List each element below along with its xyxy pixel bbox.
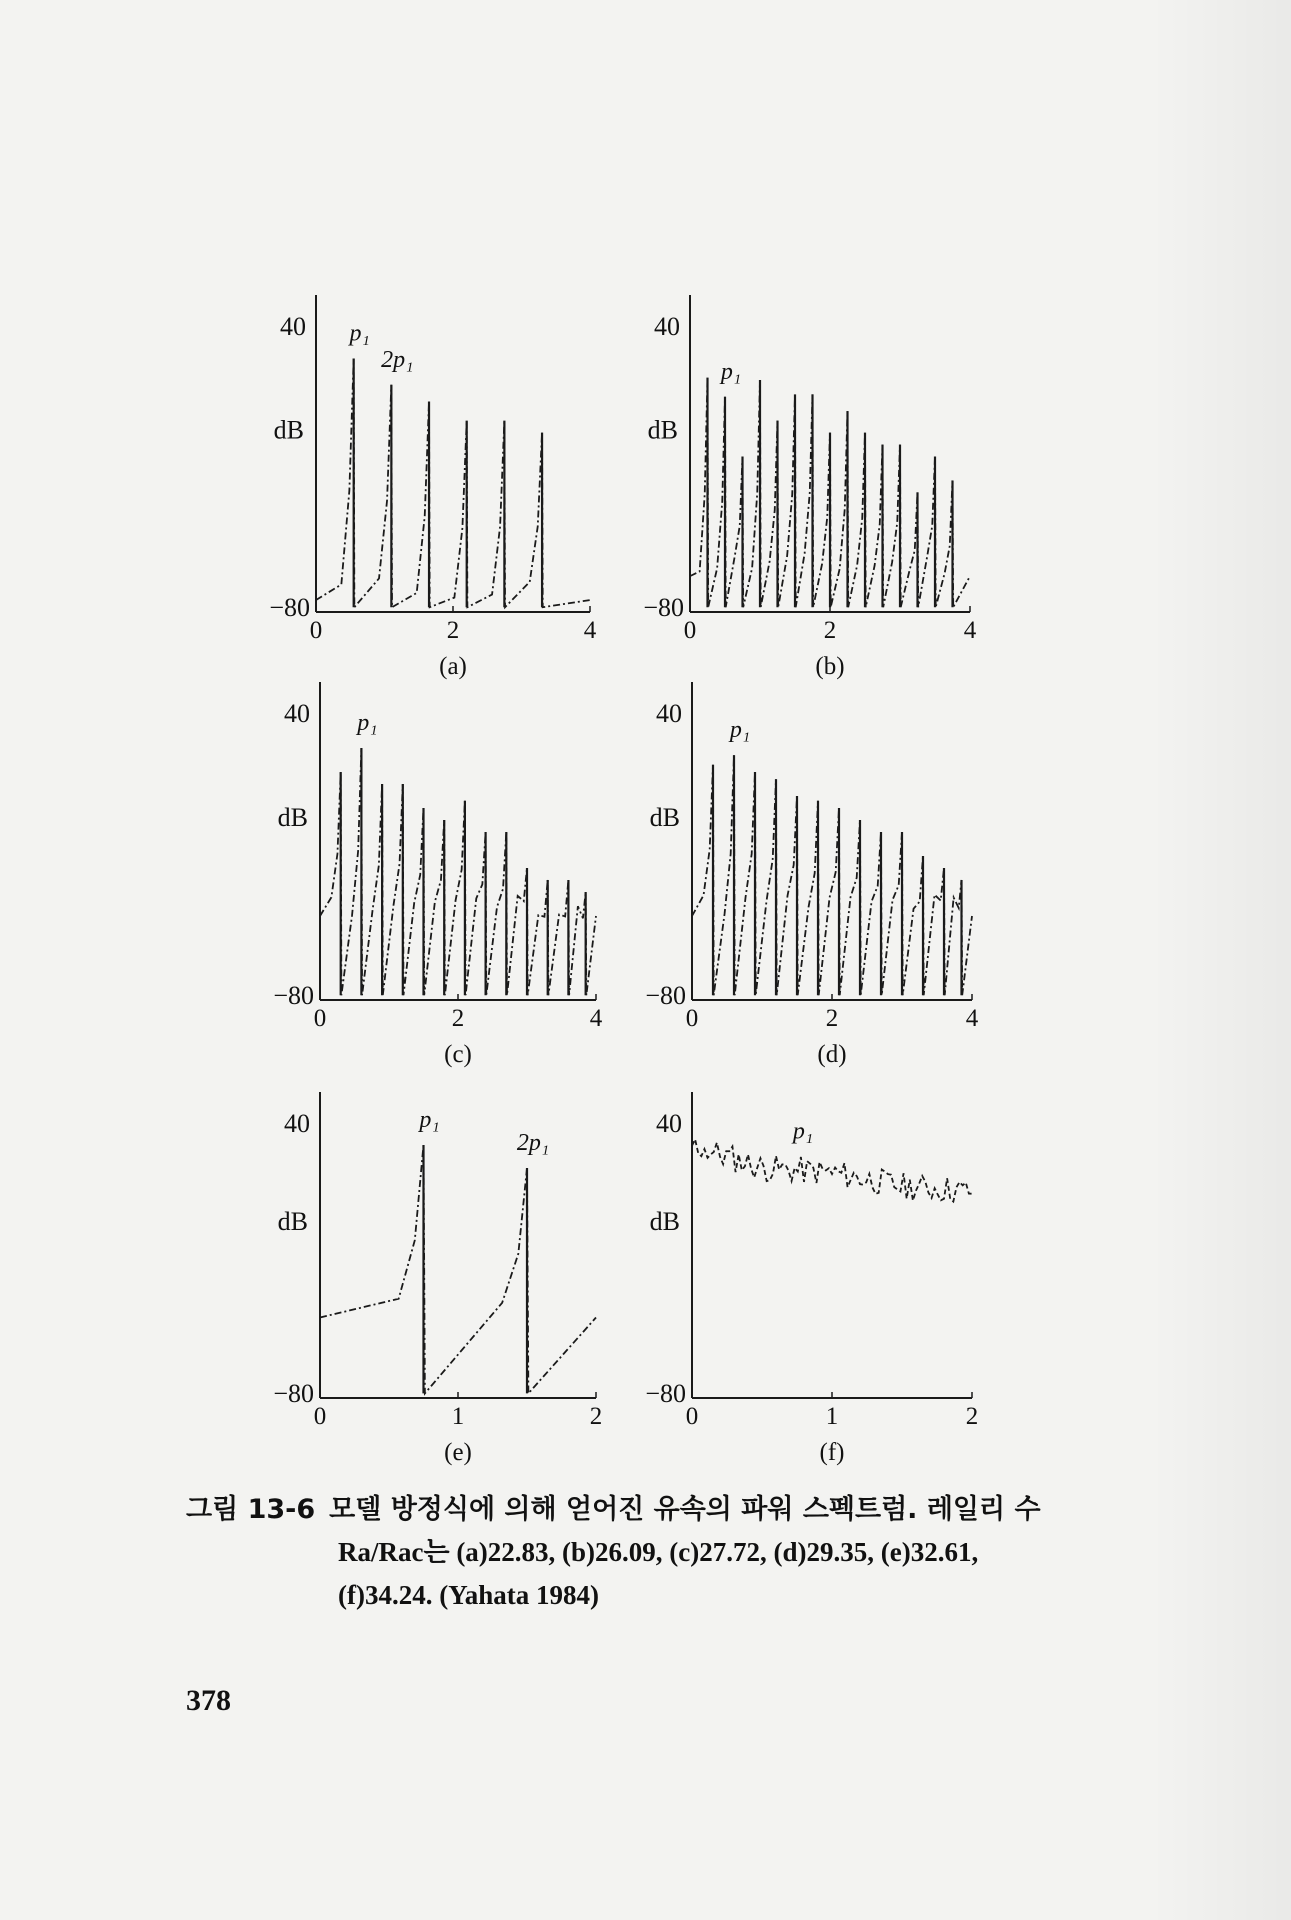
x-tick-label: 0: [685, 1403, 699, 1430]
figure-caption: [186, 1488, 1166, 1617]
caption-line-1: 모델 방정식에 의해 얻어진 유속의 파워 스펙트럼. 레일리 수: [329, 1494, 1041, 1525]
spectrum-panel-a: [269, 295, 596, 680]
peak-annotation: p₁: [729, 717, 751, 744]
spectrum-panel-d: [645, 682, 978, 1068]
y-unit-label: dB: [649, 1207, 680, 1236]
y-unit-label: dB: [277, 1207, 308, 1236]
peak-annotation: p₁: [720, 358, 742, 385]
y-tick-label-40: 40: [656, 699, 682, 728]
x-tick-label: 0: [683, 617, 697, 644]
spectrum-trace: [692, 1139, 972, 1201]
y-tick-label-40: 40: [284, 699, 310, 728]
peak-annotation: p₁: [357, 710, 378, 736]
x-tick-label: 4: [583, 617, 597, 644]
y-tick-label-minus-80: −80: [273, 1379, 314, 1408]
y-unit-label: dB: [649, 803, 680, 832]
peak-annotation: p₁: [792, 1118, 814, 1145]
y-tick-label-40: 40: [280, 312, 306, 341]
panel-label: (e): [444, 1439, 472, 1466]
x-tick-label: 2: [823, 617, 837, 644]
y-unit-label: dB: [277, 803, 308, 832]
peak-annotation: 2p₁: [516, 1130, 550, 1156]
panel-label: (d): [817, 1041, 847, 1068]
x-tick-label: 1: [825, 1403, 839, 1430]
y-tick-label-40: 40: [284, 1109, 310, 1138]
x-tick-label: 4: [963, 617, 977, 644]
caption-line-3: (f)34.24. (Yahata 1984): [338, 1580, 599, 1610]
x-tick-label: 0: [685, 1005, 699, 1032]
peak-annotation: p₁: [419, 1107, 440, 1133]
y-tick-label-40: 40: [656, 1109, 682, 1138]
x-tick-label: 0: [313, 1403, 327, 1430]
y-unit-label: dB: [647, 415, 678, 445]
y-tick-label-minus-80: −80: [269, 593, 310, 622]
x-tick-label: 4: [589, 1005, 603, 1032]
peak-annotation: p₁: [349, 320, 370, 347]
spectrum-panel-c: [273, 682, 602, 1068]
y-tick-label-minus-80: −80: [645, 1379, 686, 1408]
spectrum-trace: [316, 358, 590, 607]
x-tick-label: 2: [446, 617, 460, 644]
y-unit-label: dB: [273, 415, 304, 445]
x-tick-label: 2: [451, 1005, 465, 1032]
spectrum-panel-f: [645, 1092, 978, 1466]
panel-label: (b): [815, 653, 845, 680]
spectrum-panel-e: [273, 1092, 602, 1466]
y-tick-label-40: 40: [654, 312, 680, 341]
x-tick-label: 2: [825, 1005, 839, 1032]
y-tick-label-minus-80: −80: [273, 981, 314, 1010]
panel-label: (a): [439, 653, 467, 680]
page-number: 378: [186, 1684, 231, 1717]
caption-label: 그림 13-6: [186, 1494, 316, 1525]
x-tick-label: 2: [965, 1403, 979, 1430]
spectrum-panel-b: [643, 295, 976, 680]
x-tick-label: 0: [313, 1005, 327, 1032]
peak-annotation: 2p₁: [381, 346, 414, 373]
y-tick-label-minus-80: −80: [645, 981, 686, 1010]
panel-label: (f): [819, 1439, 845, 1466]
x-tick-label: 1: [451, 1403, 465, 1430]
panel-label: (c): [444, 1041, 472, 1068]
y-tick-label-minus-80: −80: [643, 593, 684, 622]
x-tick-label: 2: [589, 1403, 603, 1430]
x-tick-label: 4: [965, 1005, 979, 1032]
caption-line-2: Ra/Rac는 (a)22.83, (b)26.09, (c)27.72, (d)29.35, (e)32.61,: [338, 1537, 979, 1567]
spectrum-trace: [320, 1145, 596, 1393]
x-tick-label: 0: [309, 617, 323, 644]
